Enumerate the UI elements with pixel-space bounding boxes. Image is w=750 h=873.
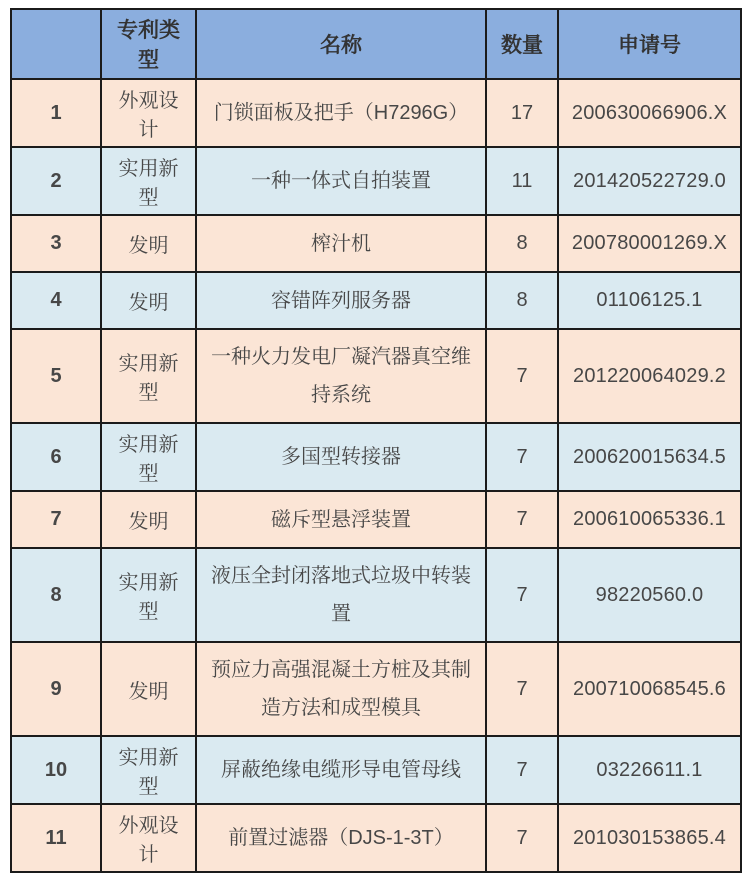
row-number: 2: [11, 147, 101, 215]
patent-type-cell: 发明: [101, 491, 196, 548]
application-number-cell: 200630066906.X: [558, 79, 741, 147]
patent-name-cell: 预应力高强混凝土方桩及其制造方法和成型模具: [196, 642, 486, 736]
application-number-cell: 01106125.1: [558, 272, 741, 329]
patent-name-cell: 前置过滤器（DJS-1-3T）: [196, 804, 486, 872]
quantity-cell: 17: [486, 79, 558, 147]
application-number-cell: 03226611.1: [558, 736, 741, 804]
patent-type-cell: 实用新型: [101, 548, 196, 642]
table-row: [11, 147, 741, 215]
patent-type-cell: 实用新型: [101, 423, 196, 491]
patent-type-cell: 发明: [101, 272, 196, 329]
quantity-cell: 7: [486, 736, 558, 804]
header-quantity: 数量: [486, 9, 558, 79]
patent-name-cell: 榨汁机: [196, 215, 486, 272]
table-row: [11, 491, 741, 548]
patent-name-cell: 一种一体式自拍装置: [196, 147, 486, 215]
patent-table: [10, 8, 742, 873]
patent-name-cell: 液压全封闭落地式垃圾中转装置: [196, 548, 486, 642]
patent-type-cell: 实用新型: [101, 329, 196, 423]
quantity-cell: 7: [486, 491, 558, 548]
patent-type-cell: 实用新型: [101, 736, 196, 804]
table-header-row: [11, 9, 741, 79]
table-body: [11, 79, 741, 872]
row-number: 7: [11, 491, 101, 548]
quantity-cell: 7: [486, 423, 558, 491]
row-number: 9: [11, 642, 101, 736]
application-number-cell: 200710068545.6: [558, 642, 741, 736]
table-row: [11, 329, 741, 423]
patent-name-cell: 多国型转接器: [196, 423, 486, 491]
header-index-blank: [11, 9, 101, 79]
row-number: 4: [11, 272, 101, 329]
header-application-number: 申请号: [558, 9, 741, 79]
application-number-cell: 98220560.0: [558, 548, 741, 642]
patent-name-cell: 容错阵列服务器: [196, 272, 486, 329]
application-number-cell: 200610065336.1: [558, 491, 741, 548]
quantity-cell: 7: [486, 548, 558, 642]
quantity-cell: 7: [486, 642, 558, 736]
patent-type-cell: 发明: [101, 642, 196, 736]
patent-type-cell: 外观设计: [101, 79, 196, 147]
row-number: 5: [11, 329, 101, 423]
table-row: [11, 642, 741, 736]
table-row: [11, 736, 741, 804]
table-row: [11, 79, 741, 147]
quantity-cell: 7: [486, 329, 558, 423]
quantity-cell: 8: [486, 272, 558, 329]
table-row: [11, 423, 741, 491]
quantity-cell: 7: [486, 804, 558, 872]
patent-name-cell: 一种火力发电厂凝汽器真空维持系统: [196, 329, 486, 423]
application-number-cell: 201220064029.2: [558, 329, 741, 423]
quantity-cell: 11: [486, 147, 558, 215]
table-row: [11, 548, 741, 642]
row-number: 8: [11, 548, 101, 642]
quantity-cell: 8: [486, 215, 558, 272]
header-patent-type: 专利类型: [101, 9, 196, 79]
table-row: [11, 272, 741, 329]
application-number-cell: 200620015634.5: [558, 423, 741, 491]
application-number-cell: 201030153865.4: [558, 804, 741, 872]
patent-name-cell: 门锁面板及把手（H7296G）: [196, 79, 486, 147]
table-header: [11, 9, 741, 79]
row-number: 11: [11, 804, 101, 872]
patent-name-cell: 磁斥型悬浮装置: [196, 491, 486, 548]
row-number: 1: [11, 79, 101, 147]
row-number: 6: [11, 423, 101, 491]
application-number-cell: 201420522729.0: [558, 147, 741, 215]
patent-type-cell: 外观设计: [101, 804, 196, 872]
row-number: 3: [11, 215, 101, 272]
patent-name-cell: 屏蔽绝缘电缆形导电管母线: [196, 736, 486, 804]
application-number-cell: 200780001269.X: [558, 215, 741, 272]
table-row: [11, 804, 741, 872]
table-row: [11, 215, 741, 272]
patent-type-cell: 发明: [101, 215, 196, 272]
patent-type-cell: 实用新型: [101, 147, 196, 215]
header-patent-name: 名称: [196, 9, 486, 79]
row-number: 10: [11, 736, 101, 804]
